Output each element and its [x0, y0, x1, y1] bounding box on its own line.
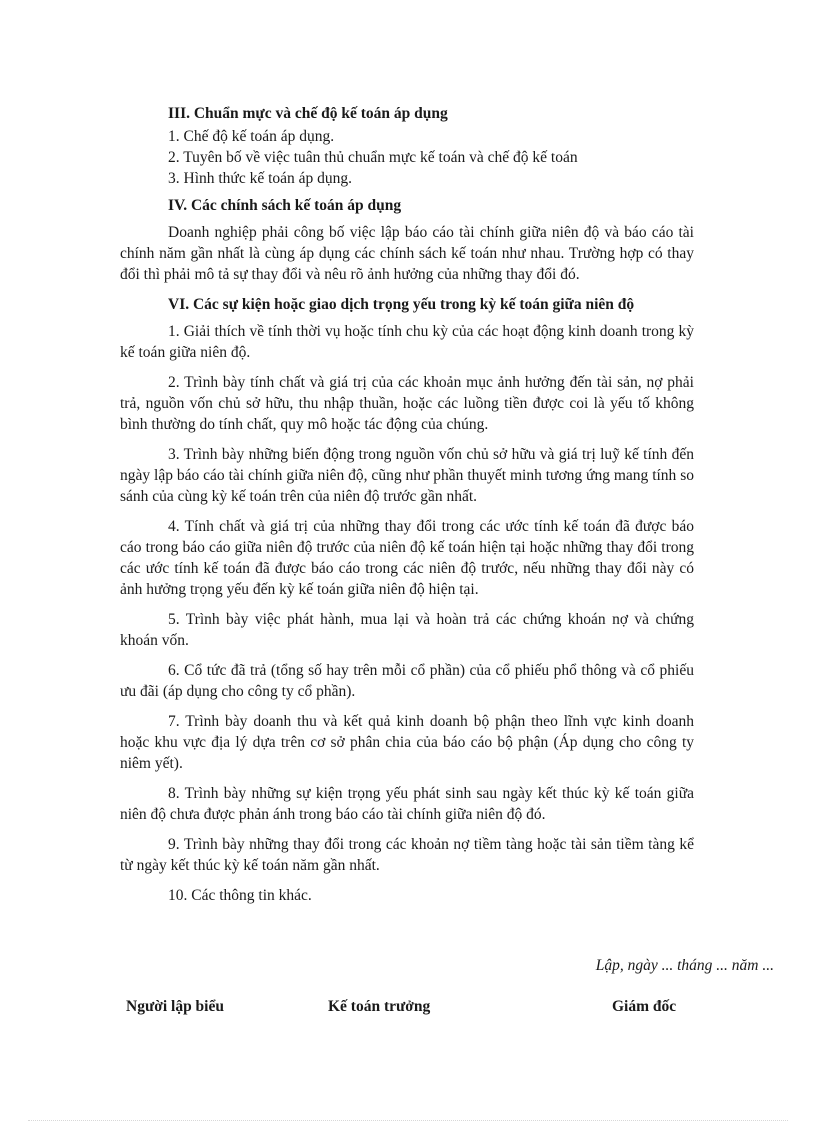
section-6-paragraph-5: 5. Trình bày việc phát hành, mua lại và hoàn trả các chứng khoán nợ và chứng khoán vốn.: [120, 611, 694, 649]
document-body: [120, 103, 694, 906]
section-6-paragraph-6: 6. Cổ tức đã trả (tổng số hay trên mỗi cổ phần) của cổ phiếu phổ thông và cổ phiếu ưu đãi (áp dụng cho công ty cổ phần).: [120, 662, 694, 700]
section-3-item-2: 2. Tuyên bố về việc tuân thủ chuẩn mực kế toán và chế độ kế toán: [168, 149, 578, 166]
section-3-item-3: 3. Hình thức kế toán áp dụng.: [168, 170, 353, 187]
section-6-paragraph-8: 8. Trình bày những sự kiện trọng yếu phát sinh sau ngày kết thúc kỳ kế toán giữa niên độ chưa được phản ánh trong báo cáo tài chính giữa niên độ đó.: [120, 785, 694, 823]
page-bottom-divider: [28, 1120, 788, 1121]
chief-accountant-signature-label: Kế toán trưởng: [328, 998, 431, 1015]
section-3-item-1: 1. Chế độ kế toán áp dụng.: [168, 128, 335, 145]
section-3-heading: III. Chuẩn mực và chế độ kế toán áp dụng: [168, 105, 448, 122]
section-4-paragraph: Doanh nghiệp phải công bố việc lập báo cáo tài chính giữa niên độ và báo cáo tài chính năm gần nhất là cùng áp dụng các chính sách kế toán như nhau. Trường hợp có thay đổi thì phải mô tả sự thay đổi và nêu rõ ảnh hưởng của những thay đổi đó.: [120, 224, 694, 283]
section-6-heading: VI. Các sự kiện hoặc giao dịch trọng yếu trong kỳ kế toán giữa niên độ: [168, 296, 635, 313]
section-6-paragraph-9: 9. Trình bày những thay đổi trong các khoản nợ tiềm tàng hoặc tài sản tiềm tàng kể từ ngày kết thúc kỳ kế toán năm gần nhất.: [120, 836, 694, 874]
preparer-signature-label: Người lập biểu: [126, 998, 224, 1015]
section-6-paragraph-4: 4. Tính chất và giá trị của những thay đổi trong các ước tính kế toán đã được báo cáo trong báo cáo giữa niên độ trước của niên độ kế toán hiện tại hoặc những thay đổi trong các ước tính kế toán đã được báo cáo trong các niên độ trước, nếu những thay đổi này có ảnh hưởng trọng yếu đến kỳ kế toán giữa niên độ hiện tại.: [120, 518, 694, 598]
section-4-heading: IV. Các chính sách kế toán áp dụng: [168, 197, 402, 214]
section-6-paragraph-2: 2. Trình bày tính chất và giá trị của các khoản mục ảnh hưởng đến tài sản, nợ phải trả, nguồn vốn chủ sở hữu, thu nhập thuần, hoặc các luồng tiền được coi là yếu tố không bình thường do tính chất, quy mô hoặc tác động của chúng.: [120, 374, 694, 433]
section-6-paragraph-1: 1. Giải thích về tính thời vụ hoặc tính chu kỳ của các hoạt động kinh doanh trong kỳ kế toán giữa niên độ.: [120, 323, 694, 361]
section-6-paragraph-7: 7. Trình bày doanh thu và kết quả kinh doanh bộ phận theo lĩnh vực kinh doanh hoặc khu vực địa lý dựa trên cơ sở phân chia của báo cáo bộ phận (Áp dụng cho công ty niêm yết).: [120, 713, 694, 772]
director-signature-label: Giám đốc: [612, 998, 677, 1015]
section-6-paragraph-3: 3. Trình bày những biến động trong nguồn vốn chủ sở hữu và giá trị luỹ kế tính đến ngày lập báo cáo tài chính giữa niên độ, cũng như phần thuyết minh tương ứng mang tính so sánh của cùng kỳ kế toán trên của niên độ trước gần nhất.: [120, 446, 694, 505]
place-date-line: Lập, ngày ... tháng ... năm ...: [595, 957, 774, 974]
signature-row: [126, 996, 706, 1020]
section-6-paragraph-10: 10. Các thông tin khác.: [168, 887, 312, 904]
